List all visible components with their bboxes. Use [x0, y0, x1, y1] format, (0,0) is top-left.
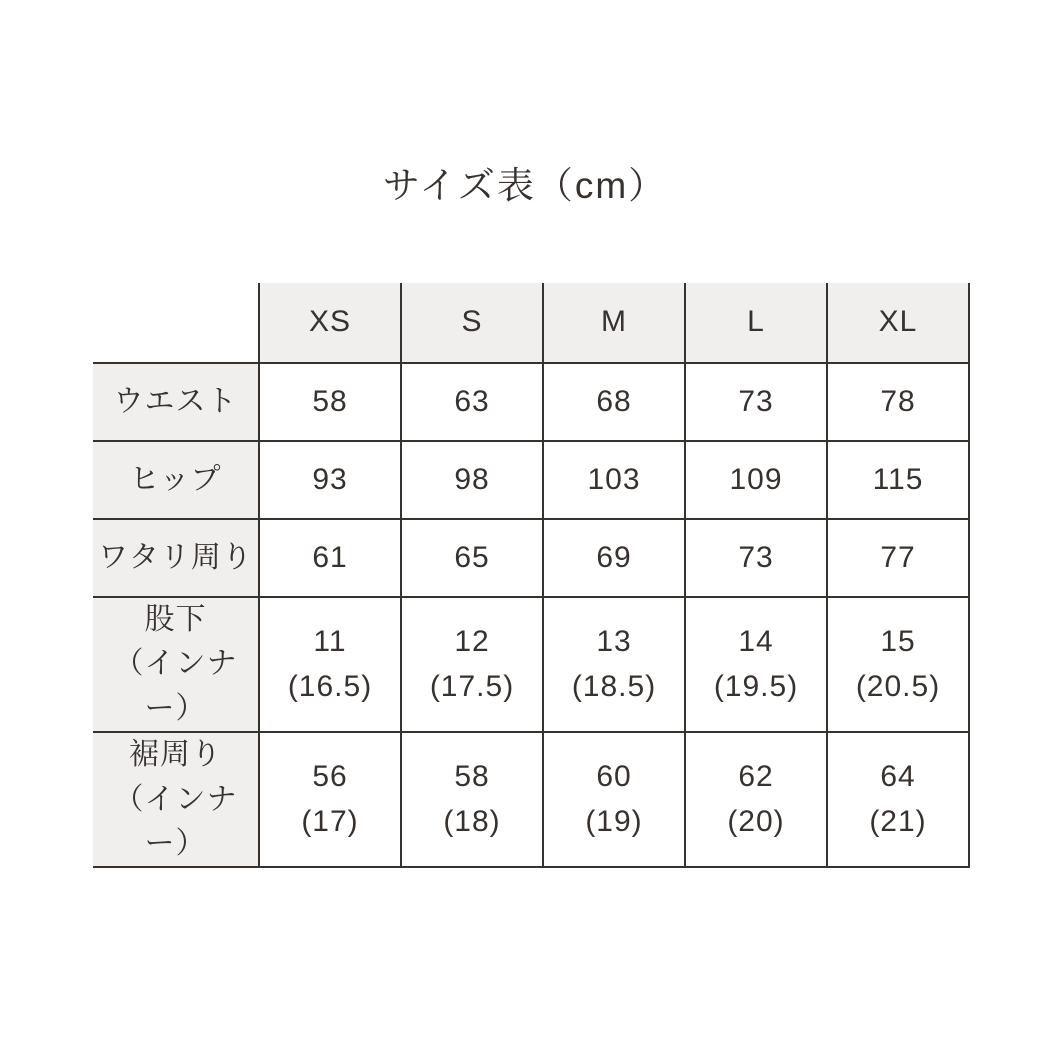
size-value-cell: 63 — [401, 363, 543, 441]
table-row-inseam — [93, 597, 969, 732]
size-value-cell: 73 — [685, 519, 827, 597]
column-header-m: M — [543, 283, 685, 363]
size-value-cell: 69 — [543, 519, 685, 597]
size-value-cell: 15 (20.5) — [827, 597, 969, 732]
row-header-waist: ウエスト — [93, 363, 259, 441]
size-value-cell: 61 — [259, 519, 401, 597]
table-row-waist — [93, 363, 969, 441]
table-row-thigh — [93, 519, 969, 597]
size-value-cell: 98 — [401, 441, 543, 519]
size-value-cell: 115 — [827, 441, 969, 519]
size-value-cell: 62 (20) — [685, 732, 827, 867]
size-value-cell: 64 (21) — [827, 732, 969, 867]
column-header-xs: XS — [259, 283, 401, 363]
row-header-hip: ヒップ — [93, 441, 259, 519]
size-value-cell: 60 (19) — [543, 732, 685, 867]
size-value-cell: 73 — [685, 363, 827, 441]
size-value-cell: 14 (19.5) — [685, 597, 827, 732]
size-value-cell: 78 — [827, 363, 969, 441]
size-value-cell: 58 — [259, 363, 401, 441]
size-value-cell: 11 (16.5) — [259, 597, 401, 732]
size-value-cell: 93 — [259, 441, 401, 519]
size-table — [93, 283, 970, 868]
row-header-hem: 裾周り （インナー） — [93, 732, 259, 867]
column-header-l: L — [685, 283, 827, 363]
size-value-cell: 68 — [543, 363, 685, 441]
size-value-cell: 109 — [685, 441, 827, 519]
size-value-cell: 56 (17) — [259, 732, 401, 867]
size-value-cell: 103 — [543, 441, 685, 519]
size-value-cell: 13 (18.5) — [543, 597, 685, 732]
size-value-cell: 65 — [401, 519, 543, 597]
size-value-cell: 12 (17.5) — [401, 597, 543, 732]
table-row-hip — [93, 441, 969, 519]
size-value-cell: 58 (18) — [401, 732, 543, 867]
column-header-xl: XL — [827, 283, 969, 363]
size-value-cell: 77 — [827, 519, 969, 597]
corner-cell — [93, 283, 259, 363]
column-header-s: S — [401, 283, 543, 363]
row-header-thigh: ワタリ周り — [93, 519, 259, 597]
table-header-row — [93, 283, 969, 363]
table-row-hem — [93, 732, 969, 867]
page-title: サイズ表（cm） — [382, 165, 668, 206]
row-header-inseam: 股下 （インナー） — [93, 597, 259, 732]
